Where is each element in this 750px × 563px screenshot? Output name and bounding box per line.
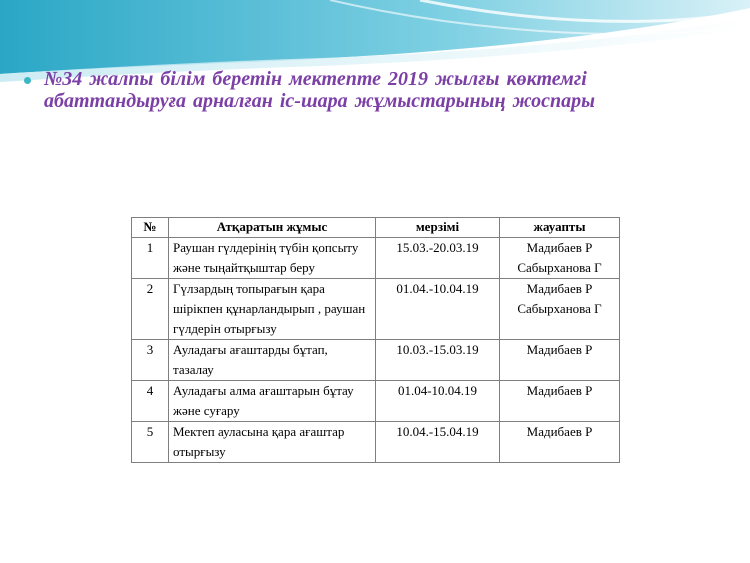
row-work: Ауладағы ағаштарды бұтап, тазалау (169, 340, 376, 381)
row-date: 01.04-10.04.19 (376, 381, 500, 422)
row-responsible (500, 340, 620, 381)
table-row (132, 340, 620, 381)
table-row (132, 422, 620, 463)
table-row (132, 381, 620, 422)
responsible-name: Мадибаев Р (526, 383, 593, 398)
row-work: Ауладағы алма ағаштарын бұтау және суғару (169, 381, 376, 422)
row-num: 4 (132, 381, 169, 422)
slide-title (44, 68, 734, 112)
row-responsible (500, 238, 620, 279)
table-row (132, 279, 620, 340)
row-work: Гүлзардың топырағын қара шірікпен құнарландырып , раушан гүлдерін отырғызу (169, 279, 376, 340)
header-num: № (132, 218, 169, 238)
responsible-name: Сабырханова Г (517, 301, 602, 316)
responsible-name: Мадибаев Р (526, 424, 593, 439)
header-work: Атқаратын жұмыс (169, 218, 376, 238)
row-date: 10.03.-15.03.19 (376, 340, 500, 381)
row-num: 1 (132, 238, 169, 279)
row-date: 15.03.-20.03.19 (376, 238, 500, 279)
bullet-icon (24, 77, 31, 84)
row-responsible (500, 279, 620, 340)
row-date: 10.04.-15.04.19 (376, 422, 500, 463)
plan-table (131, 217, 620, 463)
title-line-2: абаттандыруға арналған іс-шара жұмыстарының жоспары (44, 90, 596, 112)
responsible-name: Сабырханова Г (517, 260, 602, 275)
responsible-name: Мадибаев Р (526, 240, 593, 255)
row-responsible (500, 422, 620, 463)
row-num: 5 (132, 422, 169, 463)
header-date: мерзімі (376, 218, 500, 238)
table-row (132, 238, 620, 279)
row-date: 01.04.-10.04.19 (376, 279, 500, 340)
responsible-name: Мадибаев Р (526, 342, 593, 357)
row-responsible (500, 381, 620, 422)
title-line-1: №34 жалпы білім беретін мектепте 2019 жылғы көктемгі (44, 68, 587, 90)
responsible-name: Мадибаев Р (526, 281, 593, 296)
slide-title-block (44, 68, 734, 112)
row-num: 2 (132, 279, 169, 340)
row-work: Раушан гүлдерінің түбін қопсыту және тыңайтқыштар беру (169, 238, 376, 279)
header-responsible: жауапты (500, 218, 620, 238)
table-header-row (132, 218, 620, 238)
row-num: 3 (132, 340, 169, 381)
row-work: Мектеп ауласына қара ағаштар отырғызу (169, 422, 376, 463)
